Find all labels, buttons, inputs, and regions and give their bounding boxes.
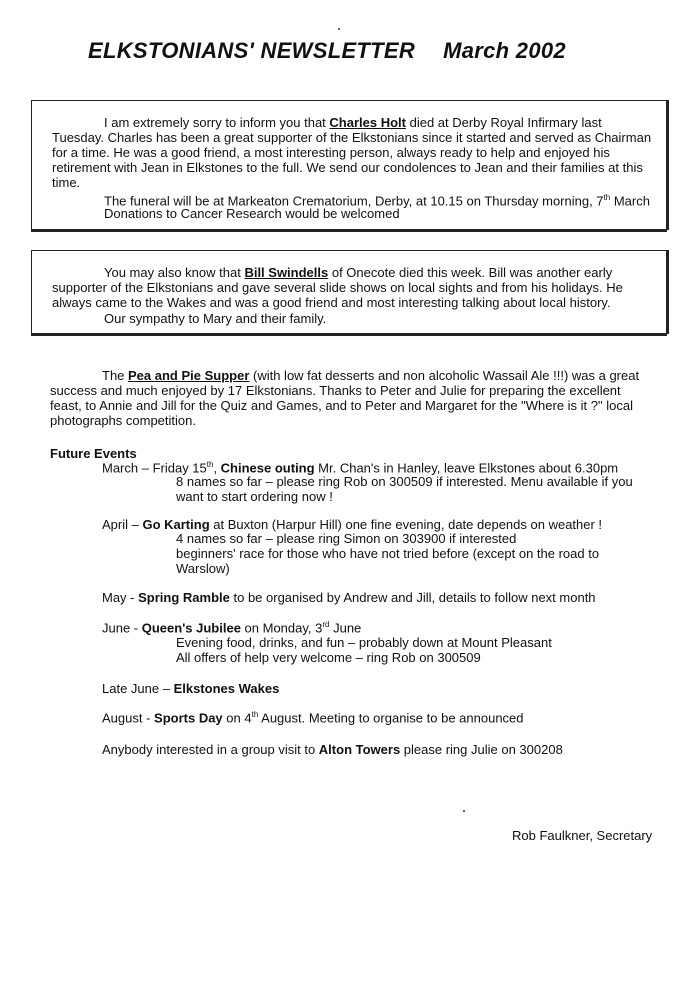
future-events-heading: Future Events: [50, 446, 137, 461]
event-august-title: Sports Day: [154, 710, 223, 726]
event-april-title: Go Karting: [142, 517, 210, 532]
signature: Rob Faulkner, Secretary: [512, 828, 653, 843]
event-april-detail-3: Warslow): [176, 561, 230, 576]
event-alton-towers: Anybody interested in a group visit to Alton Towers please ring Julie on 300208: [102, 742, 563, 757]
event-august: August - Sports Day on 4th August. Meeting to organise to be announced: [102, 710, 524, 726]
event-april-detail-2: beginners' race for those who have not tried before (except on the road to: [176, 546, 600, 561]
event-march-detail-1: 8 names so far – please ring Rob on 300509 if interested. Menu available if you: [176, 474, 633, 489]
notice2-sympathy: Our sympathy to Mary and their family.: [104, 311, 327, 326]
newsletter-title: [88, 38, 648, 64]
event-march: March – Friday 15th, Chinese outing Mr. Chan's in Hanley, leave Elkstones about 6.30pm: [102, 460, 619, 476]
event-alton-towers-title: Alton Towers: [318, 742, 401, 757]
event-may-title: Spring Ramble: [138, 590, 230, 605]
event-june-detail-2: All offers of help very welcome – ring Rob on 300509: [176, 650, 481, 665]
notice-bill-swindells: [31, 250, 667, 334]
title-text: ELKSTONIANS' NEWSLETTER: [88, 38, 416, 63]
event-may: May - Spring Ramble to be organised by Andrew and Jill, details to follow next month: [102, 590, 596, 605]
supper-event: Pea and Pie Supper: [128, 368, 250, 383]
scan-speck: [463, 810, 465, 812]
notice1-name: Charles Holt: [329, 115, 406, 130]
event-late-june: Late June – Elkstones Wakes: [102, 681, 280, 696]
event-march-title: Chinese outing: [220, 460, 315, 476]
notice-charles-holt: [31, 100, 667, 230]
notice1-funeral: The funeral will be at Markeaton Crematorium, Derby, at 10.15 on Thursday morning, 7th March: [104, 193, 650, 209]
notice2-paragraph: You may also know that Bill Swindells of Onecote died this week. Bill was another early supporter of the Elkstonians and gave several slide shows on local sights and from his holidays. He always came to the Wakes and was a good friend and most interesting talking about local history.: [52, 265, 623, 310]
event-march-detail-2: want to start ordering now !: [176, 489, 333, 504]
scan-speck: [338, 28, 340, 30]
event-late-june-title: Elkstones Wakes: [173, 681, 280, 696]
supper-paragraph: The Pea and Pie Supper (with low fat desserts and non alcoholic Wassail Ale !!!) was a great success and much enjoyed by 17 Elkstonians. Thanks to Peter and Julie for preparing the excellent feast, to Annie and Jill for the Quiz and Games, and to Peter and Margaret for the "Where is it ?" local photographs competition.: [50, 368, 640, 428]
event-june: June - Queen's Jubilee on Monday, 3rd June: [102, 620, 362, 636]
notice2-name: Bill Swindells: [244, 265, 329, 280]
notice1-paragraph: I am extremely sorry to inform you that Charles Holt died at Derby Royal Infirmary last Tuesday. Charles has been a great supporter of the Elkstonians since it started and served as Chairman for a time. He was a good friend, a most interesting person, always ready to help and enjoyed his retirement with Jean in Elkstones to the full. We send our condolences to Jean and their families at this time.: [52, 115, 652, 190]
event-june-detail-1: Evening food, drinks, and fun – probably down at Mount Pleasant: [176, 635, 552, 650]
event-april: April – Go Karting at Buxton (Harpur Hill) one fine evening, date depends on weather !: [102, 517, 603, 532]
event-april-detail-1: 4 names so far – please ring Simon on 303900 if interested: [176, 531, 517, 546]
event-june-title: Queen's Jubilee: [141, 620, 241, 636]
notice1-donations: Donations to Cancer Research would be welcomed: [104, 206, 400, 221]
newsletter-date: March 2002: [443, 38, 566, 63]
